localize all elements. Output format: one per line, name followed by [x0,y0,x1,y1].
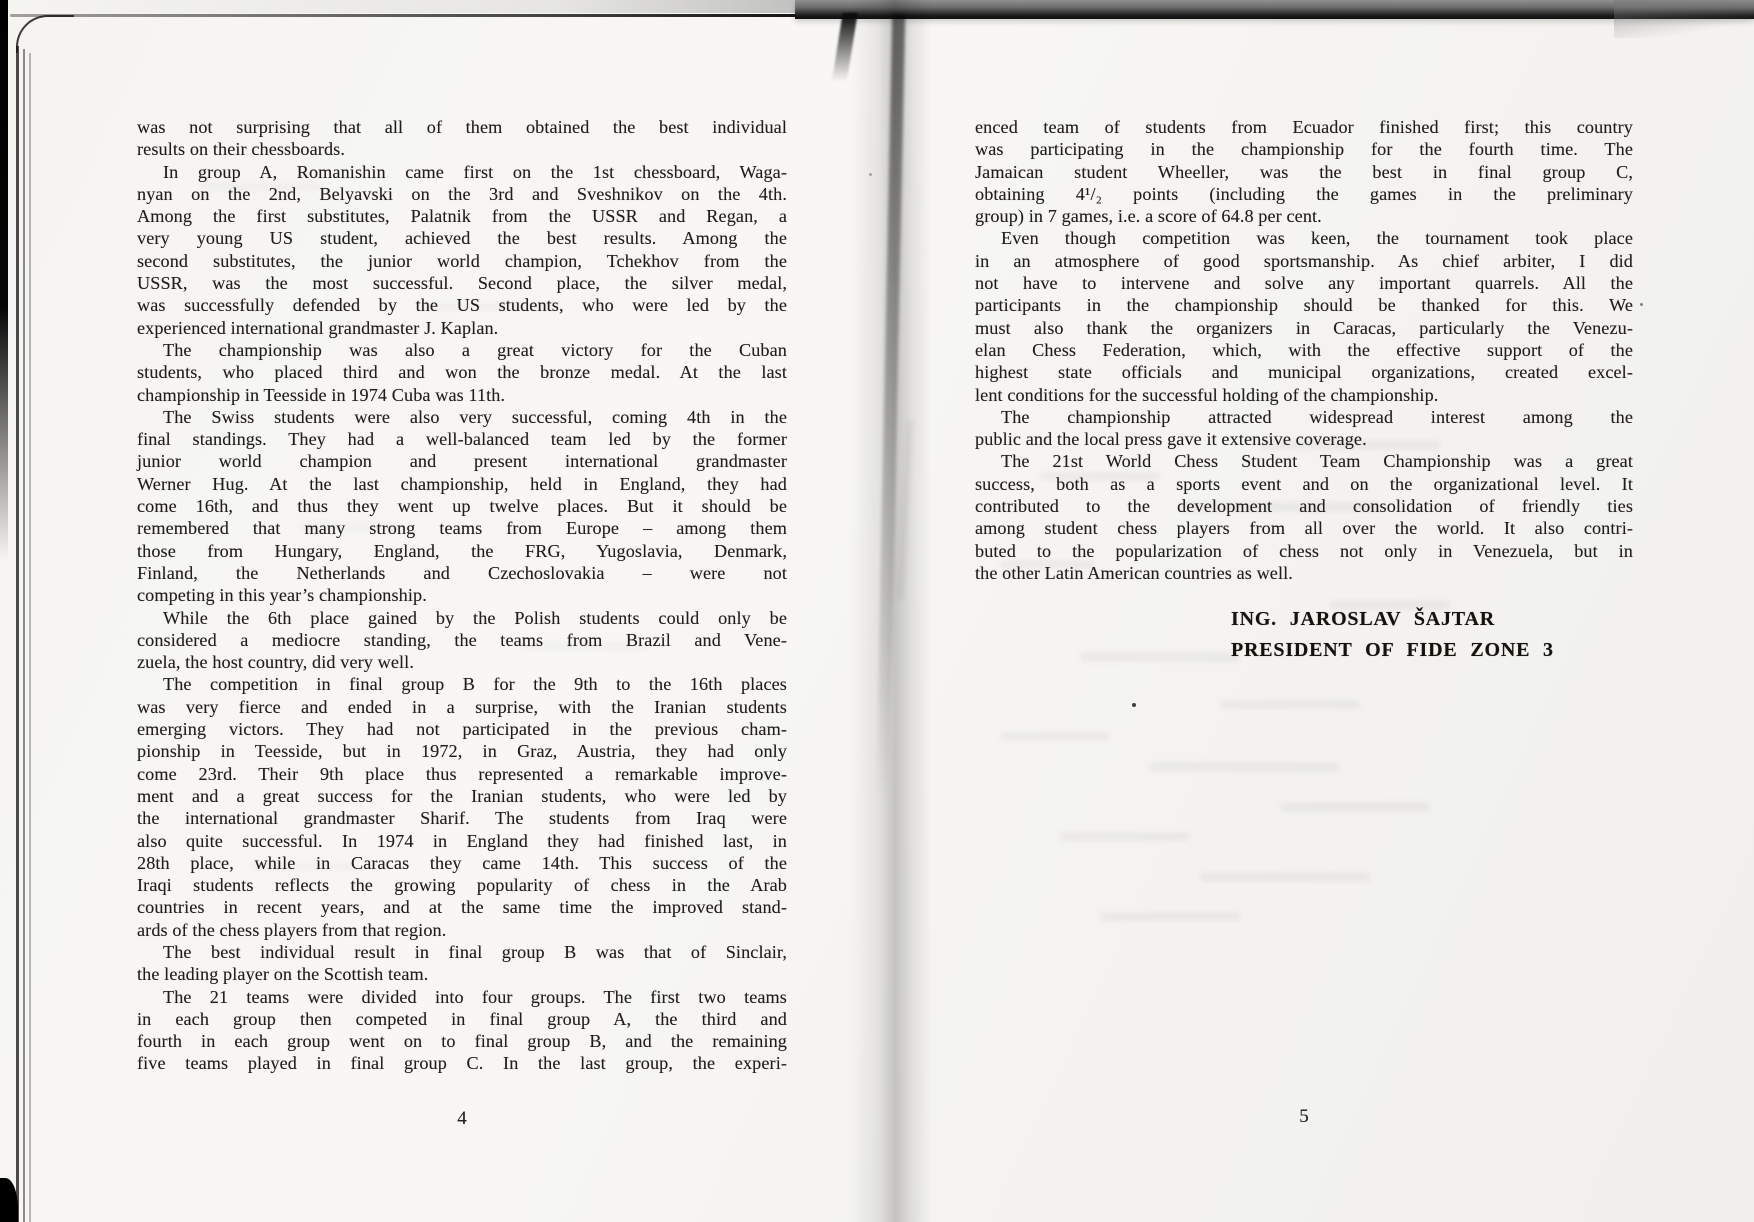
scan-top-edge-left [8,0,798,13]
left-page-text-column [137,116,787,1075]
text-line: The championship was also a great victory for the Cuban [163,339,787,360]
text-line: lent conditions for the successful holding of the championship. [975,384,1439,405]
page-stack-edge-line [29,53,31,1222]
text-line: public and the local press gave it extensive coverage. [975,429,1367,450]
text-line: was participating in the championship for the fourth time. The [975,139,1633,160]
showthrough-smudge [1060,832,1190,841]
text-line: in each group then competed in final group A, the third and [137,1008,787,1029]
text-line: participants in the championship should be thanked for this. We [975,295,1633,316]
text-line: highest state officials and municipal organizations, created excel- [975,362,1633,383]
signature-block [1231,604,1554,666]
showthrough-smudge [1150,762,1340,772]
text-line: nyan on the 2nd, Belyavski on the 3rd and Sveshnikov on the 4th. [137,183,787,204]
text-line: the leading player on the Scottish team. [137,964,429,985]
text-line: not have to intervene and solve any important quarrels. All the [975,273,1633,294]
text-line: junior world champion and present international grandmaster [137,451,787,472]
text-line: 28th place, while in Caracas they came 14th. This success of the [137,852,787,873]
text-line: those from Hungary, England, the FRG, Yugoslavia, Denmark, [137,540,787,561]
text-line: in an atmosphere of good sportsmanship. As chief arbiter, I did [975,250,1633,271]
text-line: emerging victors. They had not participated in the previous cham- [137,719,787,740]
text-line: was very fierce and ended in a surprise, with the Iranian students [137,696,787,717]
text-line: The best individual result in final group B was that of Sinclair, [163,941,787,962]
text-line: the international grandmaster Sharif. The students from Iraq were [137,808,787,829]
text-line: Among the first substitutes, Palatnik from the USSR and Regan, a [137,206,787,227]
text-line: final standings. They had a well-balanced team led by the former [137,429,787,450]
text-line: countries in recent years, and at the same time the improved stand- [137,897,787,918]
text-line: must also thank the organizers in Caracas, particularly the Venezu- [975,317,1633,338]
text-line: The 21st World Chess Student Team Championship was a great [1001,451,1633,472]
text-line: obtaining 4¹/₂ points (including the games in the preliminary [975,183,1633,204]
text-line: remembered that many strong teams from Europe – among them [137,518,787,539]
text-line: zuela, the host country, did very well. [137,652,414,673]
text-line: among student chess players from all over the world. It also contri- [975,518,1633,539]
text-line: contributed to the development and consolidation of friendly ties [975,496,1633,517]
page-stack-edge-curve [16,15,74,53]
text-line: come 16th, and thus they went up twelve places. But it should be [137,496,787,517]
text-line: success, both as a sports event and on the organizational level. It [975,473,1633,494]
showthrough-smudge [1100,912,1240,921]
scan-top-edge-line [10,14,800,17]
text-line: was successfully defended by the US students, who were led by the [137,295,787,316]
showthrough-smudge [1220,700,1360,709]
page-stack-edge-bar [0,0,8,560]
text-line: results on their chessboards. [137,139,345,160]
text-line: fourth in each group went on to final group B, and the remaining [137,1031,787,1052]
text-line: championship in Teesside in 1974 Cuba was 11th. [137,384,506,405]
scan-top-right-corner [1614,0,1754,38]
showthrough-smudge [1000,732,1110,741]
right-page-number: 5 [1299,1106,1309,1127]
text-line: While the 6th place gained by the Polish students could only be [163,607,787,628]
text-line: experienced international grandmaster J. Kaplan. [137,317,499,338]
text-line: The Swiss students were also very successful, coming 4th in the [163,406,787,427]
text-line: group) in 7 games, i.e. a score of 64.8 per cent. [975,206,1322,227]
text-line: USSR, was the most successful. Second place, the silver medal, [137,273,787,294]
text-line: was not surprising that all of them obtained the best individual [137,117,787,137]
text-line: Werner Hug. At the last championship, held in England, they had [137,473,787,494]
text-line: In group A, Romanishin came first on the 1st chessboard, Waga- [163,161,787,182]
text-line: very young US student, achieved the best results. Among the [137,228,787,249]
text-line: considered a mediocre standing, the teams from Brazil and Vene- [137,629,787,650]
text-line: Finland, the Netherlands and Czechoslovakia – were not [137,562,787,583]
showthrough-smudge [1200,872,1370,882]
text-line: enced team of students from Ecuador finished first; this country [975,117,1633,137]
text-line: elan Chess Federation, which, with the effective support of the [975,339,1633,360]
left-page-number: 4 [457,1108,467,1129]
ink-dot-artifact [1132,703,1136,707]
page-stack-edge-line [23,49,25,1222]
text-line: ards of the chess players from that region. [137,919,447,940]
text-line: competing in this year’s championship. [137,585,427,606]
page-stack-edge-line [16,46,19,1222]
text-line: The 21 teams were divided into four groups. The first two teams [163,986,787,1007]
showthrough-smudge [1080,652,1240,662]
text-line: second substitutes, the junior world champion, Tchekhov from the [137,250,787,271]
text-line: The competition in final group B for the 9th to the 16th places [163,674,787,695]
ink-dot-artifact [1640,303,1643,306]
text-line: come 23rd. Their 9th place thus represented a remarkable improve- [137,763,787,784]
text-line: also quite successful. In 1974 in England they had finished last, in [137,830,787,851]
text-line: Jamaican student Wheeller, was the best in final group C, [975,161,1633,182]
scan-top-edge-right [795,0,1754,19]
text-line: ment and a great success for the Iranian students, who were led by [137,785,787,806]
text-line: the other Latin American countries as well. [975,562,1293,583]
text-line: students, who placed third and won the bronze medal. At the last [137,362,787,383]
text-line: buted to the popularization of chess not only in Venezuela, but in [975,540,1633,561]
signature-name: ING. JAROSLAV ŠAJTAR [1231,608,1495,630]
signature-title: PRESIDENT OF FIDE ZONE 3 [1231,639,1554,661]
showthrough-smudge [1280,802,1430,812]
text-line: Even though competition was keen, the tournament took place [1001,228,1633,249]
text-line: pionship in Teesside, but in 1972, in Graz, Austria, they had only [137,741,787,762]
right-page-text-column [975,116,1633,584]
text-line: five teams played in final group C. In the last group, the experi- [137,1053,787,1074]
ink-dot-artifact [869,173,872,176]
text-line: Iraqi students reflects the growing popularity of chess in the Arab [137,875,787,896]
text-line: The championship attracted widespread interest among the [1001,406,1633,427]
